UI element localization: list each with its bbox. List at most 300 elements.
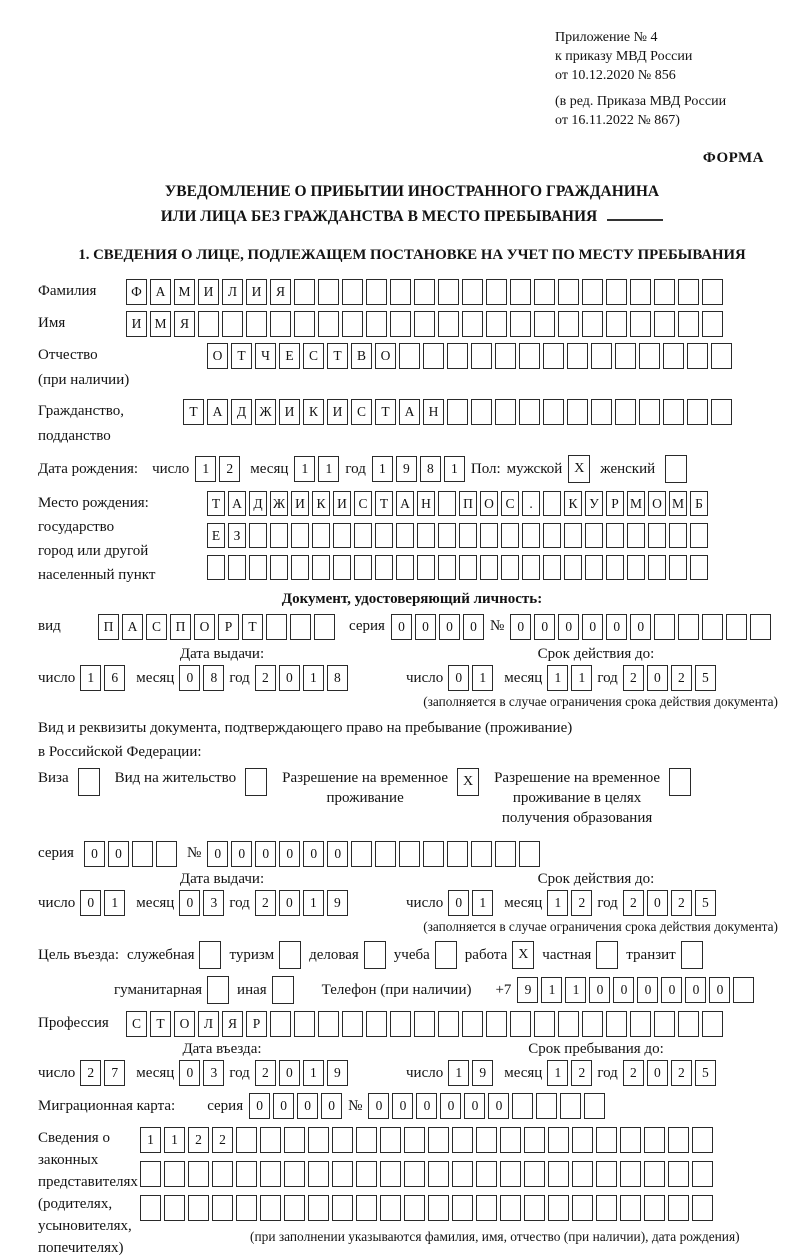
char-box[interactable]: 2 <box>623 1060 644 1086</box>
char-box[interactable] <box>156 841 177 867</box>
char-box[interactable] <box>249 523 267 548</box>
char-box[interactable] <box>733 977 754 1003</box>
char-box[interactable] <box>222 311 243 337</box>
char-box[interactable]: 1 <box>294 456 315 482</box>
char-box[interactable]: Ж <box>255 399 276 425</box>
char-box[interactable] <box>438 555 456 580</box>
char-box[interactable]: 1 <box>104 890 125 916</box>
char-box[interactable] <box>375 841 396 867</box>
char-box[interactable] <box>375 555 393 580</box>
char-box[interactable]: О <box>207 343 228 369</box>
char-box[interactable]: 9 <box>327 890 348 916</box>
char-box[interactable] <box>236 1127 257 1153</box>
char-box[interactable] <box>342 1011 363 1037</box>
identity-expiry-month[interactable] <box>547 665 592 691</box>
surname-input[interactable] <box>126 279 723 305</box>
char-box[interactable] <box>572 1161 593 1187</box>
identity-issue-day[interactable] <box>80 665 125 691</box>
char-box[interactable]: Т <box>150 1011 171 1037</box>
char-box[interactable]: 1 <box>303 1060 324 1086</box>
char-box[interactable] <box>260 1161 281 1187</box>
char-box[interactable] <box>399 841 420 867</box>
char-box[interactable]: 1 <box>571 665 592 691</box>
char-box[interactable] <box>380 1161 401 1187</box>
char-box[interactable] <box>596 1161 617 1187</box>
char-box[interactable] <box>462 311 483 337</box>
char-box[interactable]: Л <box>222 279 243 305</box>
char-box[interactable]: 8 <box>327 665 348 691</box>
char-box[interactable] <box>524 1127 545 1153</box>
char-box[interactable]: 1 <box>80 665 101 691</box>
char-box[interactable] <box>690 555 708 580</box>
char-box[interactable] <box>702 279 723 305</box>
char-box[interactable] <box>356 1195 377 1221</box>
char-box[interactable]: С <box>126 1011 147 1037</box>
char-box[interactable] <box>654 1011 675 1037</box>
char-box[interactable]: 0 <box>510 614 531 640</box>
char-box[interactable] <box>692 1161 713 1187</box>
char-box[interactable] <box>132 841 153 867</box>
char-box[interactable] <box>500 1127 521 1153</box>
char-box[interactable] <box>687 343 708 369</box>
purpose-other-checkbox[interactable] <box>272 976 294 1004</box>
char-box[interactable] <box>260 1195 281 1221</box>
char-box[interactable]: А <box>207 399 228 425</box>
char-box[interactable] <box>291 555 309 580</box>
char-box[interactable]: 0 <box>249 1093 270 1119</box>
char-box[interactable] <box>543 343 564 369</box>
char-box[interactable] <box>396 555 414 580</box>
char-box[interactable] <box>560 1093 581 1119</box>
char-box[interactable]: 0 <box>439 614 460 640</box>
residence-issue-day[interactable] <box>80 890 125 916</box>
char-box[interactable]: 0 <box>606 614 627 640</box>
char-box[interactable] <box>620 1127 641 1153</box>
char-box[interactable] <box>543 523 561 548</box>
char-box[interactable]: Н <box>423 399 444 425</box>
char-box[interactable]: Я <box>270 279 291 305</box>
temp-permit-checkbox[interactable]: X <box>457 768 479 796</box>
char-box[interactable] <box>668 1195 689 1221</box>
char-box[interactable] <box>630 311 651 337</box>
char-box[interactable] <box>318 279 339 305</box>
char-box[interactable] <box>188 1195 209 1221</box>
char-box[interactable]: 1 <box>195 456 216 482</box>
char-box[interactable] <box>692 1195 713 1221</box>
char-box[interactable] <box>140 1161 161 1187</box>
char-box[interactable] <box>582 311 603 337</box>
char-box[interactable] <box>606 311 627 337</box>
char-box[interactable]: К <box>564 491 582 516</box>
char-box[interactable] <box>627 523 645 548</box>
char-box[interactable] <box>390 311 411 337</box>
char-box[interactable]: 2 <box>623 665 644 691</box>
char-box[interactable]: А <box>399 399 420 425</box>
char-box[interactable]: 0 <box>463 614 484 640</box>
char-box[interactable] <box>342 311 363 337</box>
char-box[interactable]: У <box>585 491 603 516</box>
char-box[interactable]: 0 <box>179 890 200 916</box>
char-box[interactable] <box>452 1195 473 1221</box>
char-box[interactable] <box>318 1011 339 1037</box>
char-box[interactable] <box>536 1093 557 1119</box>
char-box[interactable] <box>519 841 540 867</box>
char-box[interactable] <box>639 343 660 369</box>
char-box[interactable]: Ч <box>255 343 276 369</box>
char-box[interactable] <box>270 1011 291 1037</box>
char-box[interactable] <box>246 311 267 337</box>
char-box[interactable]: 5 <box>695 1060 716 1086</box>
char-box[interactable]: И <box>279 399 300 425</box>
char-box[interactable]: 2 <box>671 1060 692 1086</box>
char-box[interactable] <box>534 1011 555 1037</box>
char-box[interactable]: 8 <box>203 665 224 691</box>
char-box[interactable] <box>692 1127 713 1153</box>
char-box[interactable] <box>294 311 315 337</box>
char-box[interactable] <box>462 1011 483 1037</box>
purpose-work-checkbox[interactable]: X <box>512 941 534 969</box>
char-box[interactable]: 0 <box>84 841 105 867</box>
char-box[interactable]: Е <box>207 523 225 548</box>
char-box[interactable] <box>438 491 456 516</box>
char-box[interactable]: 1 <box>472 665 493 691</box>
char-box[interactable]: 0 <box>488 1093 509 1119</box>
identity-issue-year[interactable] <box>255 665 348 691</box>
char-box[interactable] <box>312 523 330 548</box>
char-box[interactable]: 0 <box>647 890 668 916</box>
purpose-private-checkbox[interactable] <box>596 941 618 969</box>
residence-series-input[interactable] <box>84 841 177 867</box>
char-box[interactable] <box>548 1161 569 1187</box>
char-box[interactable] <box>558 279 579 305</box>
char-box[interactable] <box>606 523 624 548</box>
char-box[interactable]: 1 <box>472 890 493 916</box>
char-box[interactable]: 0 <box>368 1093 389 1119</box>
char-box[interactable] <box>333 523 351 548</box>
char-box[interactable] <box>620 1195 641 1221</box>
char-box[interactable] <box>534 279 555 305</box>
char-box[interactable]: О <box>174 1011 195 1037</box>
char-box[interactable] <box>290 614 311 640</box>
char-box[interactable]: И <box>327 399 348 425</box>
purpose-study-checkbox[interactable] <box>435 941 457 969</box>
char-box[interactable] <box>654 614 675 640</box>
char-box[interactable]: С <box>351 399 372 425</box>
purpose-humanitarian-checkbox[interactable] <box>207 976 229 1004</box>
char-box[interactable] <box>332 1195 353 1221</box>
char-box[interactable] <box>332 1127 353 1153</box>
char-box[interactable] <box>591 399 612 425</box>
char-box[interactable] <box>318 311 339 337</box>
char-box[interactable]: 0 <box>321 1093 342 1119</box>
char-box[interactable] <box>164 1161 185 1187</box>
char-box[interactable] <box>308 1161 329 1187</box>
char-box[interactable]: И <box>291 491 309 516</box>
char-box[interactable]: 2 <box>671 890 692 916</box>
residence-expiry-year[interactable] <box>623 890 716 916</box>
char-box[interactable] <box>668 1127 689 1153</box>
residence-number-input[interactable] <box>207 841 540 867</box>
char-box[interactable]: 0 <box>661 977 682 1003</box>
identity-expiry-day[interactable] <box>448 665 493 691</box>
char-box[interactable]: 2 <box>255 665 276 691</box>
char-box[interactable] <box>654 311 675 337</box>
char-box[interactable]: А <box>150 279 171 305</box>
char-box[interactable]: П <box>459 491 477 516</box>
char-box[interactable] <box>308 1195 329 1221</box>
entry-month[interactable] <box>179 1060 224 1086</box>
char-box[interactable] <box>414 1011 435 1037</box>
stay-month[interactable] <box>547 1060 592 1086</box>
profession-input[interactable] <box>126 1011 723 1037</box>
char-box[interactable]: Ж <box>270 491 288 516</box>
sex-male-checkbox[interactable]: X <box>568 455 590 483</box>
char-box[interactable]: П <box>170 614 191 640</box>
char-box[interactable] <box>627 555 645 580</box>
char-box[interactable] <box>702 614 723 640</box>
char-box[interactable]: Н <box>417 491 435 516</box>
char-box[interactable] <box>500 1195 521 1221</box>
char-box[interactable]: 1 <box>565 977 586 1003</box>
char-box[interactable]: 7 <box>104 1060 125 1086</box>
char-box[interactable] <box>596 1127 617 1153</box>
char-box[interactable] <box>510 1011 531 1037</box>
char-box[interactable] <box>648 555 666 580</box>
char-box[interactable]: П <box>98 614 119 640</box>
char-box[interactable] <box>585 523 603 548</box>
char-box[interactable]: 1 <box>541 977 562 1003</box>
char-box[interactable]: С <box>354 491 372 516</box>
char-box[interactable]: 0 <box>327 841 348 867</box>
char-box[interactable] <box>452 1127 473 1153</box>
char-box[interactable] <box>438 311 459 337</box>
char-box[interactable] <box>726 614 747 640</box>
char-box[interactable] <box>564 523 582 548</box>
char-box[interactable]: 0 <box>303 841 324 867</box>
char-box[interactable] <box>678 311 699 337</box>
char-box[interactable]: 0 <box>273 1093 294 1119</box>
char-box[interactable]: Е <box>279 343 300 369</box>
char-box[interactable] <box>404 1127 425 1153</box>
char-box[interactable]: 0 <box>80 890 101 916</box>
char-box[interactable] <box>356 1161 377 1187</box>
char-box[interactable]: И <box>246 279 267 305</box>
char-box[interactable] <box>687 399 708 425</box>
stay-year[interactable] <box>623 1060 716 1086</box>
entry-year[interactable] <box>255 1060 348 1086</box>
char-box[interactable]: 0 <box>179 1060 200 1086</box>
char-box[interactable] <box>480 555 498 580</box>
char-box[interactable]: Р <box>606 491 624 516</box>
char-box[interactable] <box>669 555 687 580</box>
char-box[interactable] <box>423 841 444 867</box>
migration-series-input[interactable] <box>249 1093 342 1119</box>
char-box[interactable]: З <box>228 523 246 548</box>
char-box[interactable] <box>500 1161 521 1187</box>
char-box[interactable]: Б <box>690 491 708 516</box>
char-box[interactable] <box>512 1093 533 1119</box>
char-box[interactable] <box>438 1011 459 1037</box>
char-box[interactable] <box>534 311 555 337</box>
purpose-tourism-checkbox[interactable] <box>279 941 301 969</box>
char-box[interactable]: А <box>396 491 414 516</box>
char-box[interactable]: 9 <box>517 977 538 1003</box>
char-box[interactable] <box>198 311 219 337</box>
char-box[interactable]: 3 <box>203 890 224 916</box>
guardians-row2-input[interactable] <box>140 1161 740 1187</box>
char-box[interactable]: 0 <box>630 614 651 640</box>
char-box[interactable]: 2 <box>571 890 592 916</box>
char-box[interactable]: 1 <box>547 1060 568 1086</box>
char-box[interactable]: Т <box>207 491 225 516</box>
char-box[interactable]: 0 <box>589 977 610 1003</box>
char-box[interactable] <box>294 1011 315 1037</box>
char-box[interactable]: М <box>150 311 171 337</box>
char-box[interactable] <box>396 523 414 548</box>
char-box[interactable]: К <box>303 399 324 425</box>
char-box[interactable]: В <box>351 343 372 369</box>
char-box[interactable]: С <box>146 614 167 640</box>
name-input[interactable] <box>126 311 723 337</box>
char-box[interactable] <box>399 343 420 369</box>
guardians-row1-input[interactable] <box>140 1127 740 1153</box>
char-box[interactable] <box>678 279 699 305</box>
char-box[interactable]: И <box>198 279 219 305</box>
char-box[interactable]: 2 <box>255 1060 276 1086</box>
birthplace-row3-input[interactable] <box>207 555 708 580</box>
char-box[interactable] <box>522 523 540 548</box>
guardians-row3-input[interactable] <box>140 1195 740 1221</box>
char-box[interactable]: 0 <box>179 665 200 691</box>
char-box[interactable]: С <box>501 491 519 516</box>
char-box[interactable]: О <box>194 614 215 640</box>
char-box[interactable] <box>291 523 309 548</box>
char-box[interactable] <box>356 1127 377 1153</box>
char-box[interactable] <box>644 1127 665 1153</box>
residence-issue-year[interactable] <box>255 890 348 916</box>
char-box[interactable]: 2 <box>219 456 240 482</box>
char-box[interactable] <box>332 1161 353 1187</box>
char-box[interactable]: 1 <box>547 890 568 916</box>
char-box[interactable] <box>678 1011 699 1037</box>
migration-number-input[interactable] <box>368 1093 605 1119</box>
char-box[interactable] <box>620 1161 641 1187</box>
sex-female-checkbox[interactable] <box>665 455 687 483</box>
char-box[interactable]: Т <box>327 343 348 369</box>
char-box[interactable]: Т <box>375 491 393 516</box>
residence-expiry-month[interactable] <box>547 890 592 916</box>
char-box[interactable]: С <box>303 343 324 369</box>
char-box[interactable] <box>548 1195 569 1221</box>
char-box[interactable]: Р <box>218 614 239 640</box>
char-box[interactable] <box>459 555 477 580</box>
birth-day-input[interactable] <box>195 456 240 482</box>
char-box[interactable]: О <box>480 491 498 516</box>
char-box[interactable] <box>596 1195 617 1221</box>
char-box[interactable] <box>471 841 492 867</box>
identity-expiry-year[interactable] <box>623 665 716 691</box>
char-box[interactable] <box>207 555 225 580</box>
char-box[interactable]: Т <box>375 399 396 425</box>
char-box[interactable] <box>711 343 732 369</box>
char-box[interactable] <box>501 555 519 580</box>
char-box[interactable] <box>690 523 708 548</box>
char-box[interactable] <box>414 279 435 305</box>
char-box[interactable] <box>354 555 372 580</box>
char-box[interactable] <box>486 1011 507 1037</box>
char-box[interactable] <box>417 555 435 580</box>
char-box[interactable] <box>711 399 732 425</box>
char-box[interactable]: 3 <box>203 1060 224 1086</box>
char-box[interactable]: 0 <box>647 665 668 691</box>
char-box[interactable] <box>615 399 636 425</box>
char-box[interactable] <box>585 555 603 580</box>
residence-permit-checkbox[interactable] <box>245 768 267 796</box>
char-box[interactable]: 9 <box>327 1060 348 1086</box>
char-box[interactable] <box>212 1161 233 1187</box>
char-box[interactable]: 0 <box>582 614 603 640</box>
char-box[interactable] <box>644 1161 665 1187</box>
birthplace-row1-input[interactable] <box>207 491 708 516</box>
phone-input[interactable] <box>517 977 754 1003</box>
char-box[interactable] <box>501 523 519 548</box>
char-box[interactable]: 0 <box>613 977 634 1003</box>
char-box[interactable] <box>312 555 330 580</box>
doc-number-input[interactable] <box>510 614 771 640</box>
char-box[interactable]: И <box>126 311 147 337</box>
char-box[interactable] <box>438 523 456 548</box>
char-box[interactable] <box>615 343 636 369</box>
char-box[interactable] <box>606 1011 627 1037</box>
char-box[interactable]: 0 <box>255 841 276 867</box>
char-box[interactable] <box>564 555 582 580</box>
char-box[interactable]: 9 <box>396 456 417 482</box>
char-box[interactable]: 6 <box>104 665 125 691</box>
char-box[interactable] <box>543 555 561 580</box>
char-box[interactable]: 1 <box>164 1127 185 1153</box>
char-box[interactable] <box>522 555 540 580</box>
char-box[interactable] <box>228 555 246 580</box>
char-box[interactable] <box>648 523 666 548</box>
char-box[interactable]: 1 <box>448 1060 469 1086</box>
char-box[interactable] <box>266 614 287 640</box>
char-box[interactable]: А <box>228 491 246 516</box>
char-box[interactable] <box>447 841 468 867</box>
char-box[interactable] <box>486 311 507 337</box>
char-box[interactable] <box>308 1127 329 1153</box>
char-box[interactable] <box>495 841 516 867</box>
char-box[interactable] <box>510 311 531 337</box>
char-box[interactable] <box>380 1195 401 1221</box>
char-box[interactable] <box>567 343 588 369</box>
char-box[interactable] <box>390 1011 411 1037</box>
patronymic-input[interactable] <box>207 343 732 369</box>
char-box[interactable] <box>582 279 603 305</box>
char-box[interactable]: Я <box>222 1011 243 1037</box>
char-box[interactable] <box>476 1161 497 1187</box>
char-box[interactable]: 0 <box>647 1060 668 1086</box>
char-box[interactable] <box>510 279 531 305</box>
char-box[interactable]: 0 <box>108 841 129 867</box>
char-box[interactable]: 0 <box>440 1093 461 1119</box>
char-box[interactable]: 0 <box>231 841 252 867</box>
char-box[interactable] <box>428 1161 449 1187</box>
char-box[interactable]: 0 <box>391 614 412 640</box>
char-box[interactable] <box>702 1011 723 1037</box>
char-box[interactable]: 0 <box>279 890 300 916</box>
char-box[interactable]: 0 <box>279 841 300 867</box>
char-box[interactable] <box>630 279 651 305</box>
